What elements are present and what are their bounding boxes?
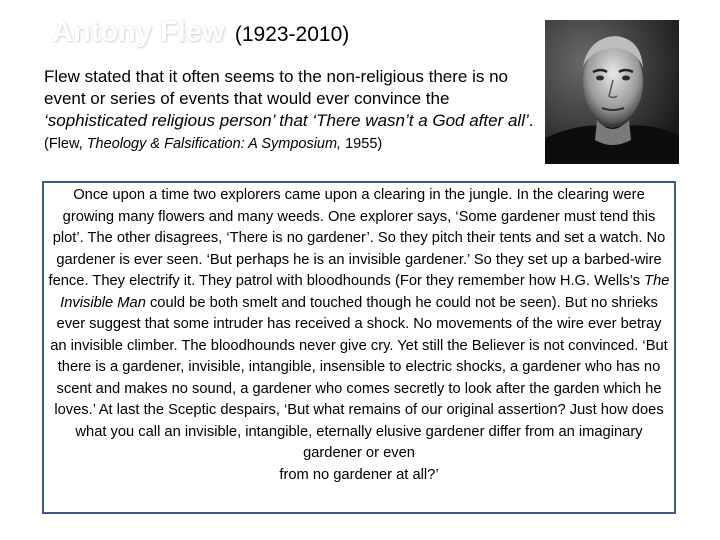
title-name: Antony Flew <box>52 16 225 48</box>
parable-part-1: Once upon a time two explorers came upon a clearing in the jungle. In the clearing were growing many flowers and many weeds. One explorer says, ‘Some gardener must tend this plot’. The other disagrees, ‘There is no gardener’. So they pitch their tents and set a watch. No gardener is ever seen. ‘But perhaps he is an invisible gardener.’ So they set up a barbed-wire fence. They electrify it. They patrol with bloodhounds (For they remember how H.G. Wells’s <box>48 187 666 289</box>
slide-title <box>52 18 349 47</box>
intro-quote: ‘sophisticated religious person’ that ‘There wasn’t a God after all’ <box>44 111 529 130</box>
citation-suffix: 1955) <box>341 136 383 152</box>
parable-part-2: could be both smelt and touched though he could not be seen). But no shrieks ever suggest that some intruder has received a shock. No movements of the wire ever betray an invisible climber. The bloodhounds never give cry. Yet still the Believer is not convinced. ‘But there is a gardener, invisible, intangible, insensible to electric shocks, a gardener who has no scent and makes no sound, a gardener who comes secretly to look after the garden which he loves.’ At last the Sceptic despairs, ‘But what remains of our original assertion? Just how does what you call an invisible, intangible, eternally elusive gardener differ from an imaginary gardener or even <box>50 294 668 461</box>
portrait-image <box>545 20 679 164</box>
intro-paragraph <box>44 66 534 155</box>
intro-after-quote: . <box>528 111 534 130</box>
book-title: The Invisible Man <box>60 273 670 311</box>
portrait-photo <box>545 20 679 164</box>
parable-part-3: from no gardener at all?’ <box>279 466 439 483</box>
parable-quote-box <box>42 181 676 514</box>
title-dates: (1923-2010) <box>234 23 350 46</box>
citation-title: Theology & Falsification: A Symposium, <box>86 136 342 152</box>
citation <box>44 136 382 152</box>
citation-prefix: (Flew, <box>44 136 87 152</box>
intro-text: Flew stated that it often seems to the non-religious there is no event or series of events that would ever convince the <box>44 67 508 108</box>
